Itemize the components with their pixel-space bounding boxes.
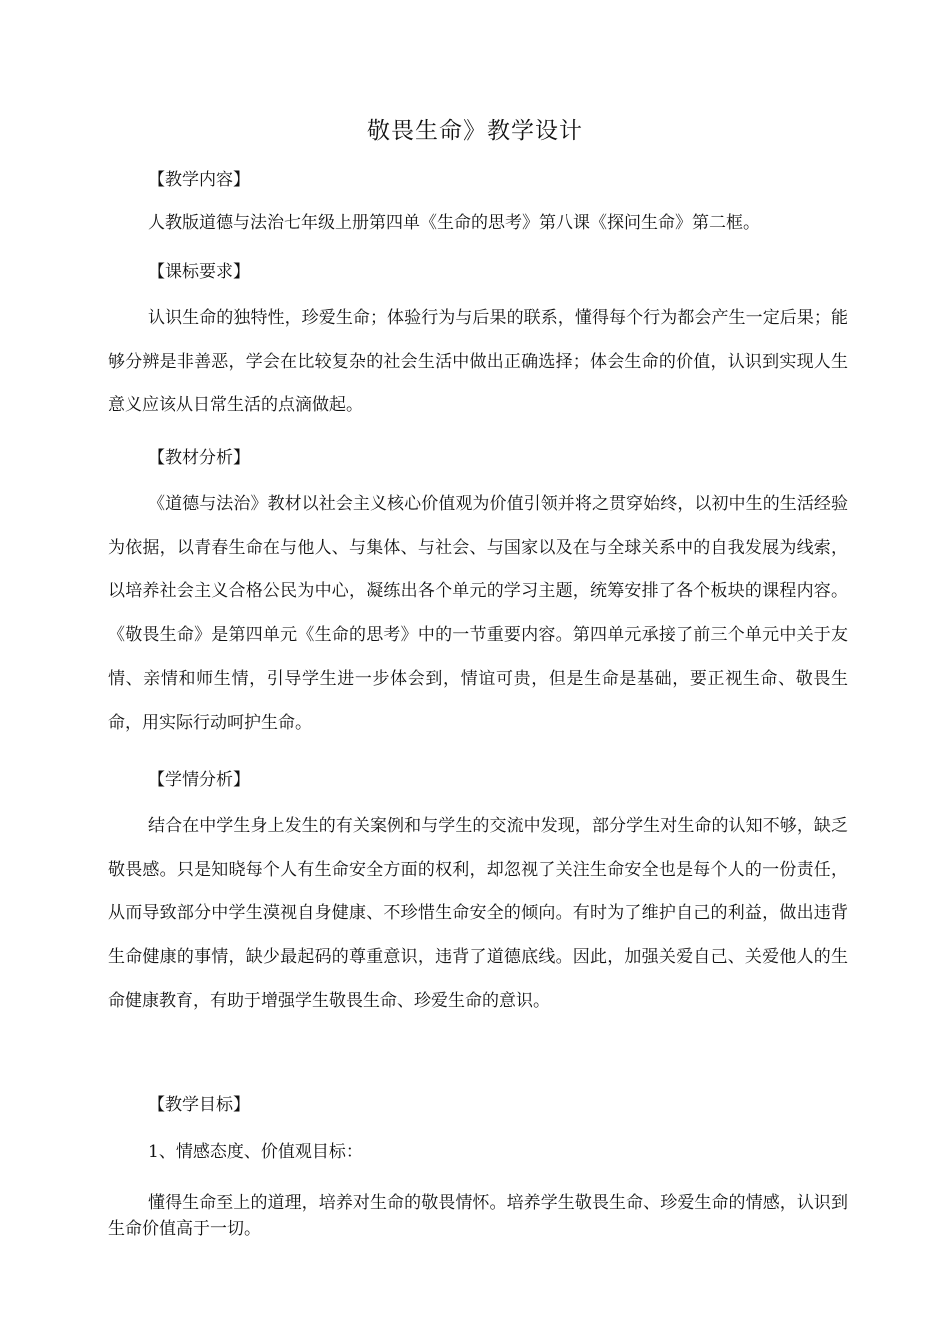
paragraph-goal-emotion-attitude: 懂得生命至上的道理，培养对生命的敬畏情怀。培养学生敬畏生命、珍爱生命的情感，认识到生命价值高于一切。 [108,1193,848,1239]
section-heading-material-analysis: 【教材分析】 [148,448,250,468]
paragraph-curriculum-standard: 认识生命的独特性，珍爱生命；体验行为与后果的联系，懂得每个行为都会产生一定后果；能够分辨是非善恶，学会在比较复杂的社会生活中做出正确选择；体会生命的价值，认识到实现人生意义应该从日常生活的点滴做起。 [108,308,848,416]
section-heading-curriculum-standard: 【课标要求】 [148,262,250,282]
document-title: 敬畏生命》教学设计 [367,118,583,144]
section-heading-teaching-goals: 【教学目标】 [148,1095,250,1115]
paragraph-student-analysis: 结合在中学生身上发生的有关案例和与学生的交流中发现，部分学生对生命的认知不够，缺乏敬畏感。只是知晓每个人有生命安全方面的权利，却忽视了关注生命安全也是每个人的一份责任，从而导致部分中学生漠视自身健康、不珍惜生命安全的倾向。有时为了维护自己的利益，做出违背生命健康的事情，缺少最起码的尊重意识，违背了道德底线。因此，加强关爱自己、关爱他人的生命健康教育，有助于增强学生敬畏生命、珍爱生命的意识。 [108,816,848,1011]
section-heading-teaching-content: 【教学内容】 [148,170,250,190]
paragraph-teaching-content: 人教版道德与法治七年级上册第四单《生命的思考》第八课《探问生命》第二框。 [148,213,760,233]
section-heading-student-analysis: 【学情分析】 [148,770,250,790]
goal-item-emotion-attitude: 1、情感态度、价值观目标： [148,1142,363,1162]
paragraph-material-analysis: 《道德与法治》教材以社会主义核心价值观为价值引领并将之贯穿始终，以初中生的生活经验为依据，以青春生命在与他人、与集体、与社会、与国家以及在与全球关系中的自我发展为线索，以培养社会主义合格公民为中心，凝练出各个单元的学习主题，统筹安排了各个板块的课程内容。《敬畏生命》是第四单元《生命的思考》中的一节重要内容。第四单元承接了前三个单元中关于友情、亲情和师生情，引导学生进一步体会到，情谊可贵，但是生命是基础，要正视生命、敬畏生命，用实际行动呵护生命。 [108,494,848,733]
